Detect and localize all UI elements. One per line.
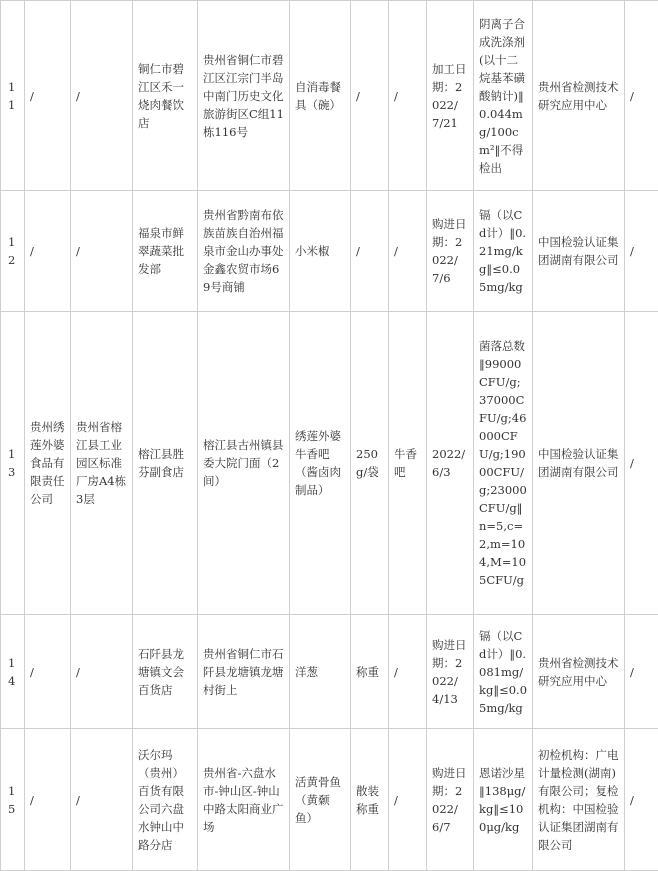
inspection-agency-cell xyxy=(533,191,625,312)
inspection-agency-cell-text: 中国检验认证集团湖南有限公司 xyxy=(538,233,619,269)
trademark-cell-text: / xyxy=(394,242,421,260)
test-result-cell-text: 菌落总数‖99000CFU/g;37000CFU/g;46000CFU/g;19000CFU/g;23000CFU/g‖n=5,c=2,m=104,M=105CFU/g xyxy=(479,337,527,589)
production-date-cell xyxy=(427,729,474,871)
remark-cell xyxy=(625,1,658,191)
food-name-cell xyxy=(290,191,351,312)
spec-cell-text: / xyxy=(356,242,383,260)
producer-name-cell-text: / xyxy=(30,87,65,105)
producer-address-cell-text: 贵州省榕江县工业园区标准厂房A4栋3层 xyxy=(76,418,127,508)
producer-name-cell-text: / xyxy=(30,663,65,681)
spec-cell-text: 称重 xyxy=(356,663,383,681)
food-name-cell-text: 小米椒 xyxy=(295,242,345,260)
test-result-cell-text: 镉（以Cd计）‖0.21mg/kg‖≤0.05mg/kg xyxy=(479,206,527,296)
test-result-cell xyxy=(474,615,533,729)
test-result-cell xyxy=(474,191,533,312)
production-date-cell xyxy=(427,191,474,312)
row-number xyxy=(1,615,25,729)
inspection-agency-cell-text: 贵州省检测技术研究应用中心 xyxy=(538,78,619,114)
remark-cell-text: / xyxy=(630,87,653,105)
test-result-cell xyxy=(474,729,533,871)
trademark-cell-text: / xyxy=(394,791,421,809)
row-number-text: 11 xyxy=(8,78,19,114)
test-result-cell xyxy=(474,1,533,191)
row-number-text: 12 xyxy=(8,233,19,269)
sampled-unit-cell xyxy=(133,312,198,615)
trademark-cell-text: 牛香吧 xyxy=(394,445,421,481)
producer-address-cell xyxy=(71,312,133,615)
remark-cell xyxy=(625,729,658,871)
production-date-cell-text: 购进日期：2022/7/6 xyxy=(432,215,468,287)
remark-cell xyxy=(625,312,658,615)
sampled-address-cell-text: 贵州省黔南布依族苗族自治州福泉市金山办事处金鑫农贸市场69号商铺 xyxy=(203,206,284,296)
sampled-unit-cell xyxy=(133,1,198,191)
producer-name-cell xyxy=(25,191,71,312)
producer-name-cell xyxy=(25,312,71,615)
table-row xyxy=(1,729,658,871)
inspection-agency-cell xyxy=(533,615,625,729)
food-name-cell xyxy=(290,729,351,871)
spec-cell-text: 散装称重 xyxy=(356,782,383,818)
remark-cell-text: / xyxy=(630,454,653,472)
sampled-address-cell xyxy=(198,312,290,615)
production-date-cell-text: 购进日期：2022/6/7 xyxy=(432,764,468,836)
trademark-cell-text: / xyxy=(394,663,421,681)
table-row xyxy=(1,1,658,191)
production-date-cell xyxy=(427,312,474,615)
row-number-text: 15 xyxy=(8,782,19,818)
sampled-unit-cell xyxy=(133,191,198,312)
sampled-address-cell-text: 贵州省铜仁市石阡县龙塘镇龙塘村街上 xyxy=(203,645,284,699)
spec-cell xyxy=(351,729,389,871)
producer-address-cell xyxy=(71,191,133,312)
producer-name-cell-text: / xyxy=(30,791,65,809)
inspection-agency-cell xyxy=(533,729,625,871)
inspection-agency-cell xyxy=(533,312,625,615)
row-number xyxy=(1,1,25,191)
producer-name-cell xyxy=(25,1,71,191)
sampled-unit-cell-text: 榕江县胜芬副食店 xyxy=(138,445,192,481)
producer-name-cell xyxy=(25,615,71,729)
row-number xyxy=(1,729,25,871)
producer-address-cell xyxy=(71,1,133,191)
sampled-unit-cell xyxy=(133,615,198,729)
spec-cell xyxy=(351,191,389,312)
food-name-cell xyxy=(290,615,351,729)
food-name-cell-text: 活黄骨鱼（黄颡鱼） xyxy=(295,773,345,827)
trademark-cell xyxy=(389,191,427,312)
spec-cell xyxy=(351,312,389,615)
trademark-cell xyxy=(389,729,427,871)
producer-address-cell-text: / xyxy=(76,663,127,681)
trademark-cell xyxy=(389,615,427,729)
trademark-cell xyxy=(389,312,427,615)
production-date-cell xyxy=(427,1,474,191)
producer-address-cell xyxy=(71,729,133,871)
production-date-cell xyxy=(427,615,474,729)
inspection-agency-cell-text: 中国检验认证集团湖南有限公司 xyxy=(538,445,619,481)
food-name-cell-text: 洋葱 xyxy=(295,663,345,681)
test-result-cell-text: 阴离子合成洗涤剂(以十二烷基苯磺酸钠计)‖0.044mg/100cm²‖不得检出 xyxy=(479,15,527,177)
sampled-address-cell-text: 榕江县古州镇县委大院门面（2间） xyxy=(203,436,284,490)
table-row xyxy=(1,615,658,729)
table-row xyxy=(1,312,658,615)
sampled-unit-cell xyxy=(133,729,198,871)
sampled-unit-cell-text: 石阡县龙塘镇文会百货店 xyxy=(138,645,192,699)
producer-address-cell-text: / xyxy=(76,242,127,260)
food-name-cell xyxy=(290,312,351,615)
inspection-agency-cell-text: 贵州省检测技术研究应用中心 xyxy=(538,654,619,690)
producer-address-cell xyxy=(71,615,133,729)
producer-address-cell-text: / xyxy=(76,791,127,809)
spec-cell-text: 250g/袋 xyxy=(356,445,383,481)
sampled-unit-cell-text: 福泉市鲜翠蔬菜批发部 xyxy=(138,224,192,278)
producer-name-cell xyxy=(25,729,71,871)
spec-cell xyxy=(351,1,389,191)
table-row xyxy=(1,191,658,312)
producer-address-cell-text: / xyxy=(76,87,127,105)
trademark-cell-text: / xyxy=(394,87,421,105)
food-name-cell-text: 自消毒餐具（碗） xyxy=(295,78,345,114)
sampled-address-cell-text: 贵州省-六盘水市-钟山区-钟山中路太阳商业广场 xyxy=(203,764,284,836)
remark-cell xyxy=(625,615,658,729)
row-number-text: 13 xyxy=(8,445,19,481)
test-result-cell-text: 恩诺沙星‖138μg/kg‖≤100μg/kg xyxy=(479,764,527,836)
spec-cell xyxy=(351,615,389,729)
sampled-address-cell xyxy=(198,729,290,871)
production-date-cell-text: 购进日期：2022/4/13 xyxy=(432,636,468,708)
food-name-cell xyxy=(290,1,351,191)
row-number-text: 14 xyxy=(8,654,19,690)
remark-cell-text: / xyxy=(630,242,653,260)
sampled-address-cell-text: 贵州省铜仁市碧江区江宗门半岛中南门历史文化旅游街区C组11栋116号 xyxy=(203,51,284,141)
food-name-cell-text: 绣莲外婆牛香吧（酱卤肉制品） xyxy=(295,427,345,499)
sampled-unit-cell-text: 沃尔玛（贵州）百货有限公司六盘水钟山中路分店 xyxy=(138,746,192,854)
row-number xyxy=(1,191,25,312)
sampled-address-cell xyxy=(198,191,290,312)
trademark-cell xyxy=(389,1,427,191)
test-result-cell-text: 镉（以Cd计）‖0.081mg/kg‖≤0.05mg/kg xyxy=(479,627,527,717)
inspection-agency-cell xyxy=(533,1,625,191)
remark-cell-text: / xyxy=(630,663,653,681)
production-date-cell-text: 2022/6/3 xyxy=(432,445,468,481)
remark-cell-text: / xyxy=(630,791,653,809)
sampled-unit-cell-text: 铜仁市碧江区禾一烧肉餐饮店 xyxy=(138,60,192,132)
test-result-cell xyxy=(474,312,533,615)
remark-cell xyxy=(625,191,658,312)
row-number xyxy=(1,312,25,615)
spec-cell-text: / xyxy=(356,87,383,105)
inspection-agency-cell-text: 初检机构：广电计量检测(湖南)有限公司；复检机构：中国检验认证集团湖南有限公司 xyxy=(538,746,619,854)
producer-name-cell-text: / xyxy=(30,242,65,260)
sampled-address-cell xyxy=(198,1,290,191)
sampled-address-cell xyxy=(198,615,290,729)
production-date-cell-text: 加工日期：2022/7/21 xyxy=(432,60,468,132)
producer-name-cell-text: 贵州绣莲外婆食品有限责任公司 xyxy=(30,418,65,508)
